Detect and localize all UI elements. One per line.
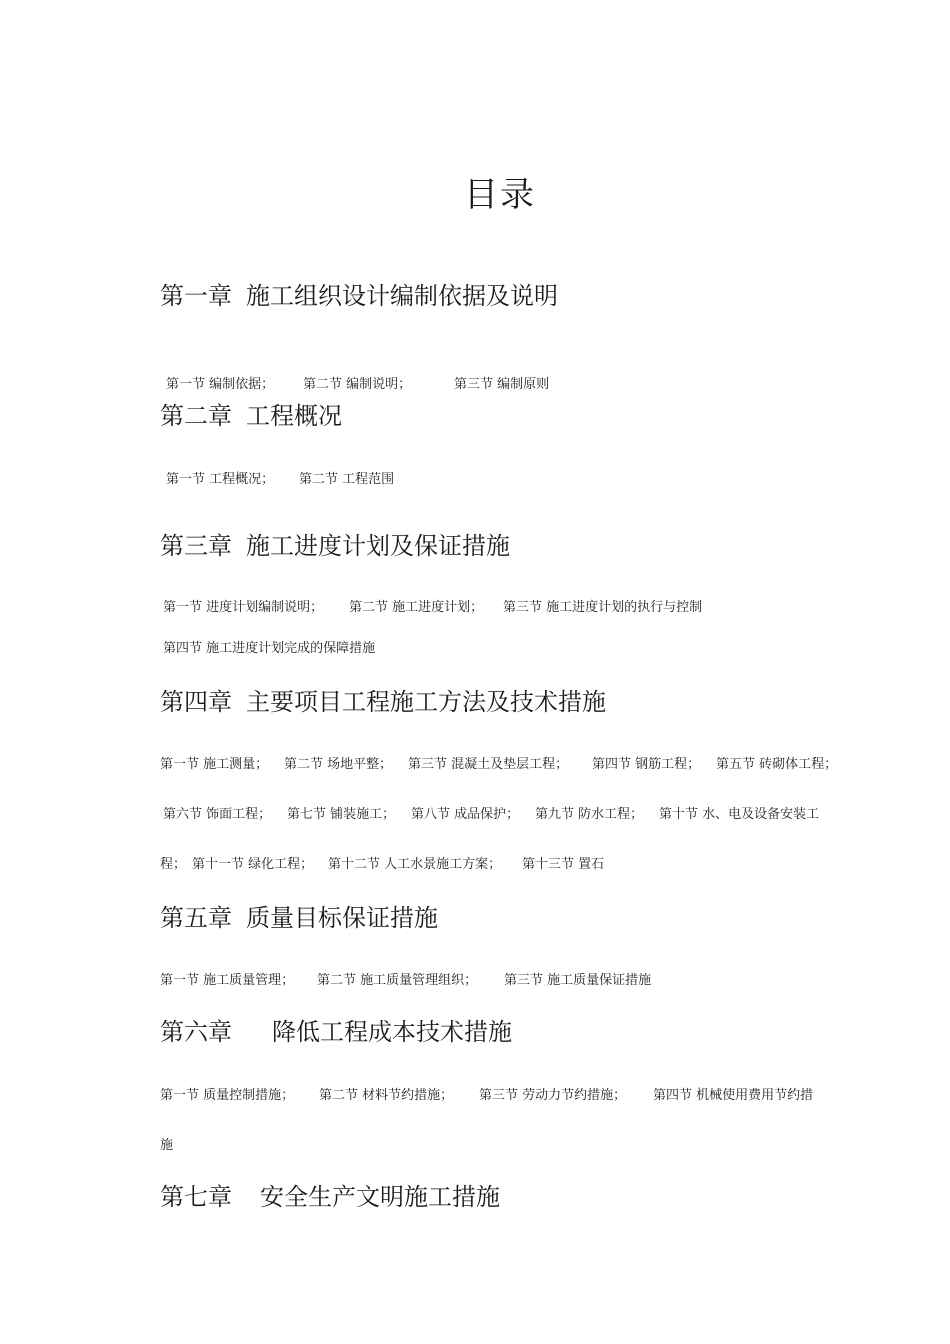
chapter-number: 第三章 [160, 532, 232, 560]
section-item: 第二节 施工进度计划； [349, 600, 484, 615]
chapter-heading-2 [160, 400, 342, 432]
section-item: 第八节 成品保护； [411, 807, 520, 822]
section-item: 第二节 施工质量管理组织； [317, 973, 478, 988]
section-item: 第三节 施工质量保证措施 [504, 973, 652, 988]
section-item: 第二节 工程范围 [299, 472, 395, 487]
section-item: 第二节 场地平整； [284, 757, 393, 772]
section-item: 第三节 编制原则 [454, 377, 550, 392]
chapter-number: 第二章 [160, 402, 232, 430]
chapter-name: 施工组织设计编制依据及说明 [246, 282, 558, 310]
chapter-heading-1 [160, 280, 558, 312]
section-item: 第九节 防水工程； [535, 807, 644, 822]
section-item: 第六节 饰面工程； [163, 807, 272, 822]
chapter-heading-6 [160, 1016, 512, 1048]
chapter-heading-7 [160, 1181, 500, 1213]
section-item: 第十一节 绿化工程； [192, 857, 314, 872]
chapter-number: 第一章 [160, 282, 232, 310]
section-item: 第一节 施工测量； [160, 757, 269, 772]
page-title: 目录 [464, 175, 536, 215]
chapter-number: 第五章 [160, 904, 232, 932]
section-item: 第七节 铺装施工； [287, 807, 396, 822]
chapter-name: 质量目标保证措施 [246, 904, 438, 932]
section-item: 第一节 质量控制措施； [160, 1088, 295, 1103]
section-item: 第十节 水、电及设备安装工 [659, 807, 820, 822]
chapter-name: 降低工程成本技术措施 [272, 1018, 512, 1046]
section-item: 第一节 编制依据； [166, 377, 275, 392]
section-item: 第一节 工程概况； [166, 472, 275, 487]
section-line [163, 599, 702, 617]
section-item: 第四节 钢筋工程； [592, 757, 701, 772]
chapter-heading-4 [160, 686, 606, 718]
section-item: 第二节 材料节约措施； [319, 1088, 454, 1103]
chapter-name: 工程概况 [246, 402, 342, 430]
section-item: 第三节 混凝土及垫层工程； [408, 757, 569, 772]
chapter-name: 安全生产文明施工措施 [260, 1183, 500, 1211]
section-item: 第二节 编制说明； [303, 377, 412, 392]
chapter-heading-3 [160, 530, 510, 562]
section-line [160, 972, 651, 990]
chapter-number: 第七章 [160, 1183, 232, 1211]
section-item: 施 [160, 1138, 174, 1153]
section-item: 第三节 施工进度计划的执行与控制 [503, 600, 703, 615]
section-item: 第十二节 人工水景施工方案； [328, 857, 502, 872]
chapter-name: 主要项目工程施工方法及技术措施 [246, 688, 606, 716]
section-item: 第四节 施工进度计划完成的保障措施 [163, 641, 376, 656]
chapter-name: 施工进度计划及保证措施 [246, 532, 510, 560]
section-line [163, 806, 819, 824]
section-line [160, 1087, 813, 1105]
section-line [160, 856, 604, 874]
section-item: 第十三节 置石 [522, 857, 605, 872]
section-line [163, 640, 375, 658]
section-item: 第四节 机械使用费用节约措 [653, 1088, 814, 1103]
section-line [160, 1137, 173, 1155]
chapter-heading-5 [160, 902, 438, 934]
chapter-number: 第六章 [160, 1018, 232, 1046]
section-item: 程； [160, 857, 187, 872]
section-line [166, 376, 549, 394]
section-item: 第五节 砖砌体工程； [716, 757, 838, 772]
section-item: 第一节 进度计划编制说明； [163, 600, 324, 615]
section-line [166, 471, 394, 489]
chapter-number: 第四章 [160, 688, 232, 716]
section-item: 第三节 劳动力节约措施； [479, 1088, 627, 1103]
section-line [160, 756, 837, 774]
section-item: 第一节 施工质量管理； [160, 973, 295, 988]
